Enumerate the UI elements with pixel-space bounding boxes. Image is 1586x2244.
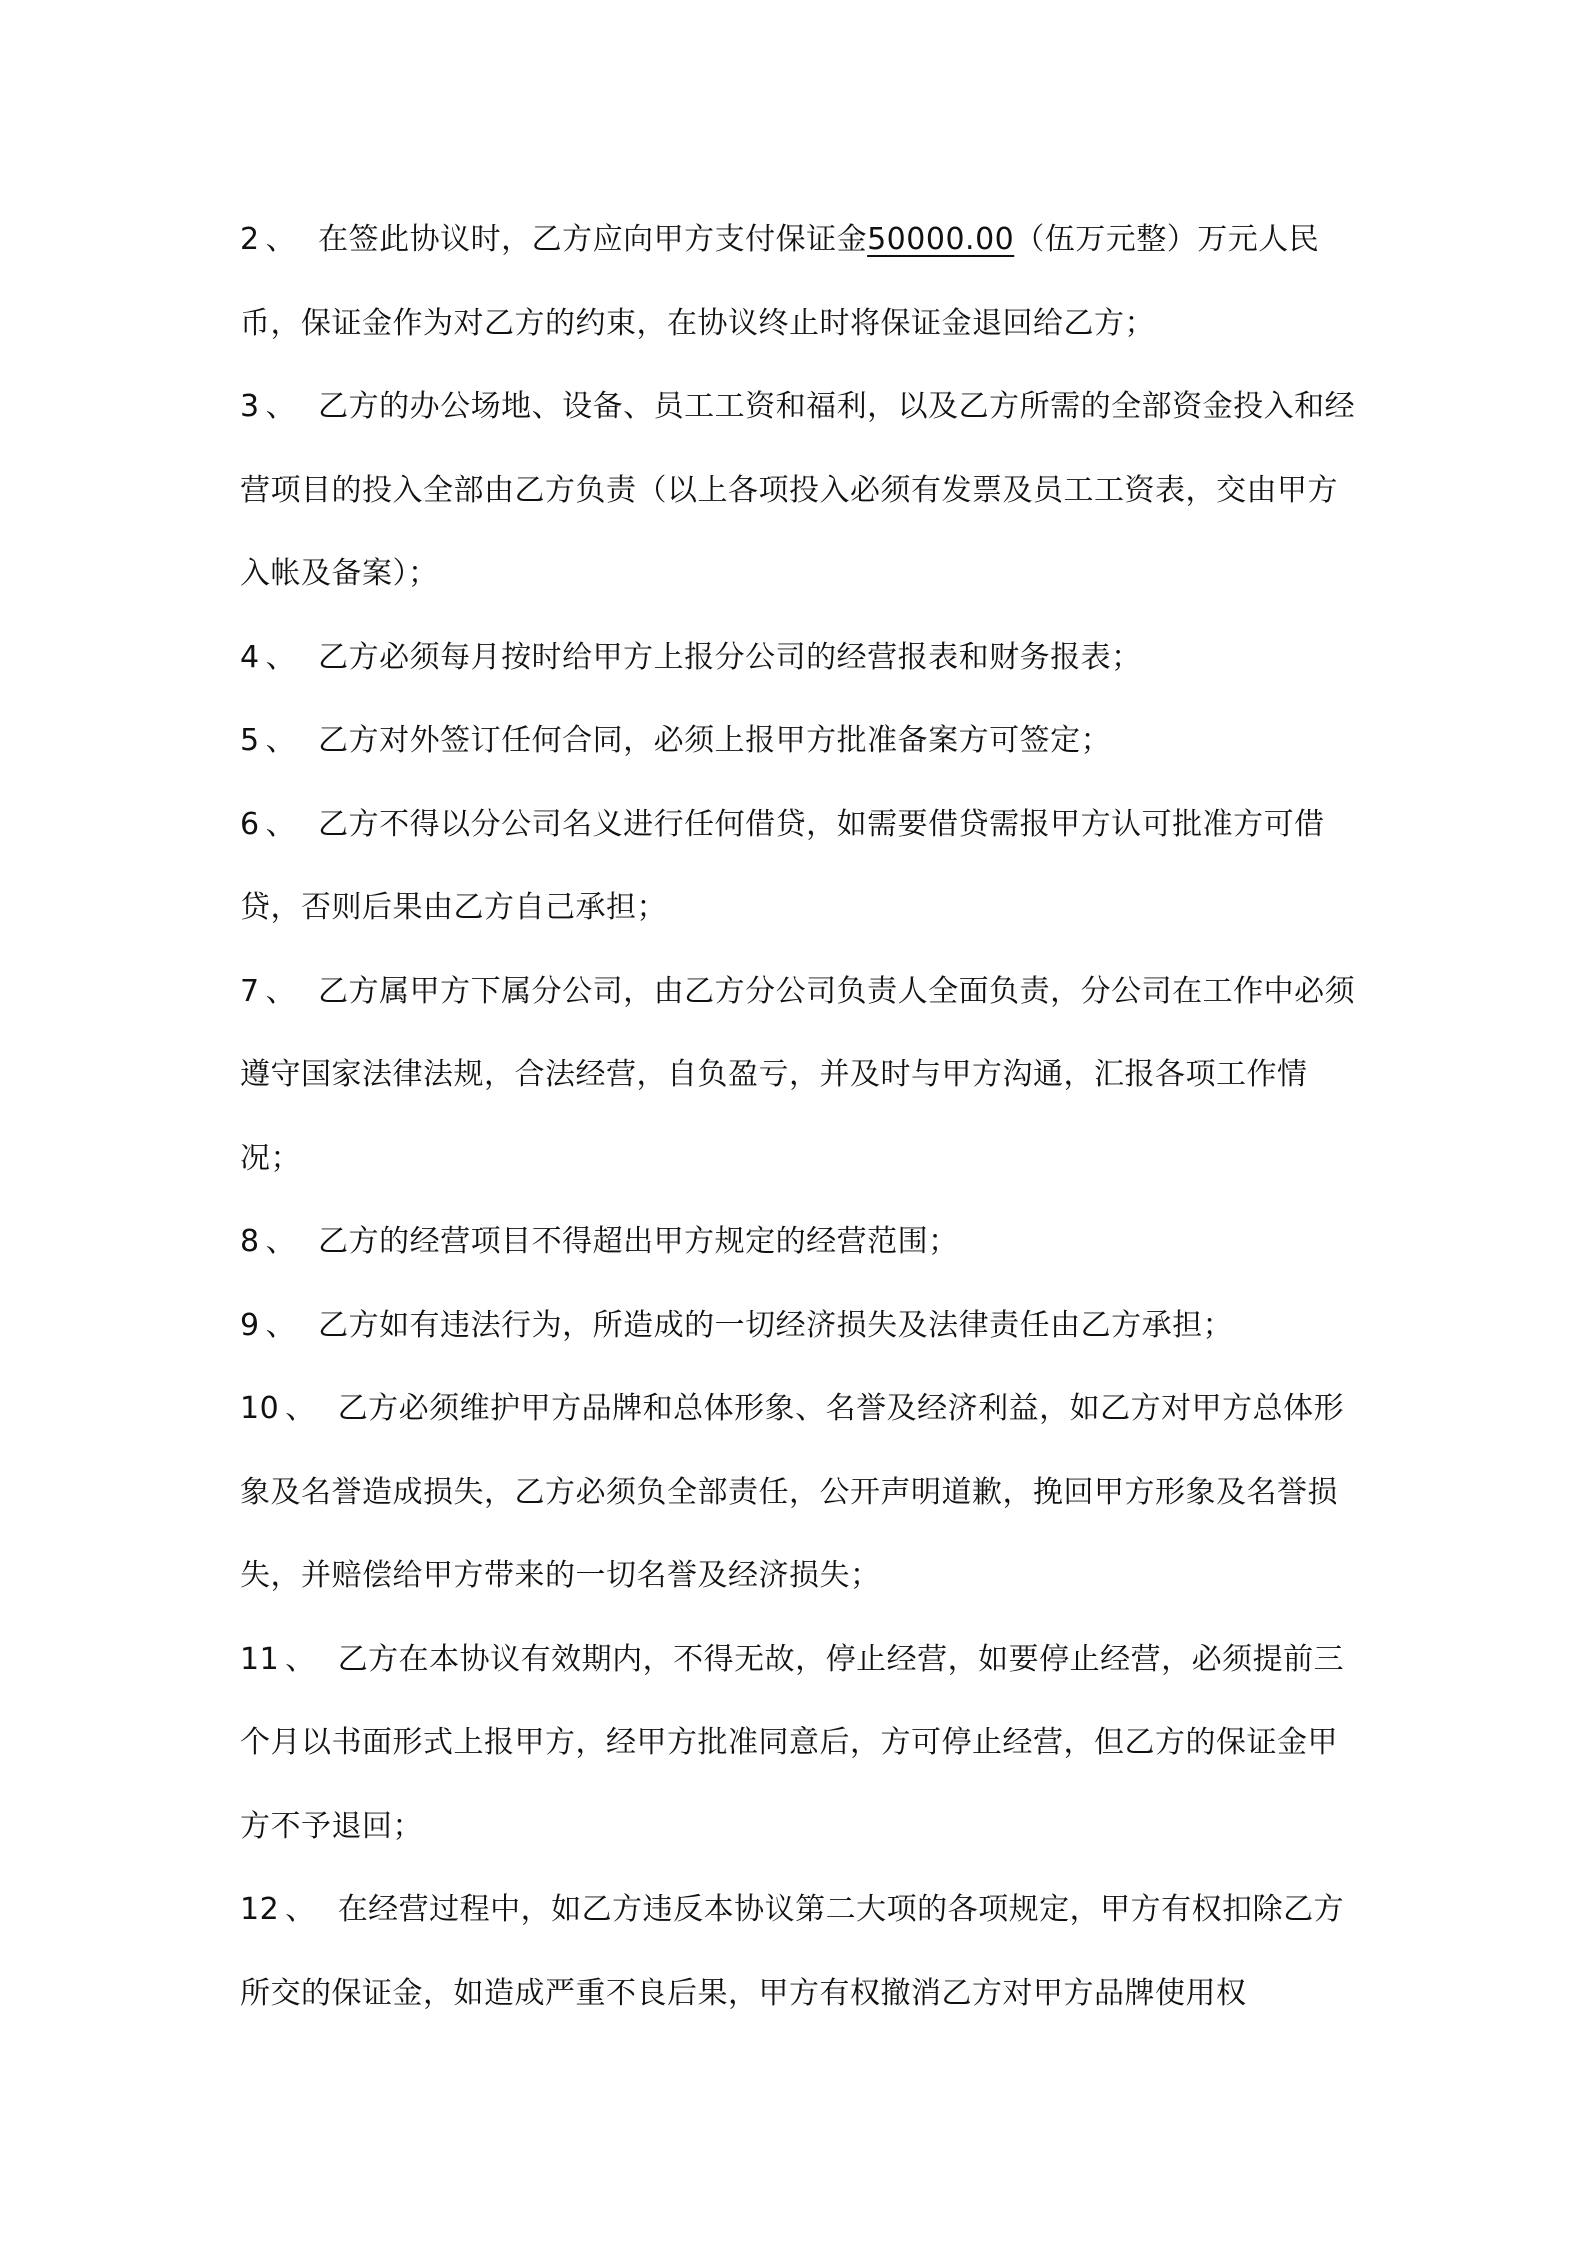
clause-text: 乙方的经营项目不得超出甲方规定的经营范围； xyxy=(318,1224,959,1259)
clause-text: 在经营过程中，如乙方违反本协议第二大项的各项规定，甲方有权扣除乙方所交的保证金，如造成严重不良后果，甲方有权撤消乙方对甲方品牌使用权 xyxy=(240,1892,1345,2011)
clause-separator: 、 xyxy=(265,973,297,1009)
clause-number: 7 xyxy=(240,973,260,1009)
clause-text: （伍万元整）万元人民币，保证金作为对乙方的约束，在协议终止时将保证金退回给乙方； xyxy=(240,222,1320,341)
clause-12 xyxy=(240,1868,1360,2035)
clause-number: 5 xyxy=(240,723,260,758)
clause-text: 乙方的办公场地、设备、员工工资和福利，以及乙方所需的全部资金投入和经营项目的投入全部由乙方负责（以上各项投入必须有发票及员工工资表，交由甲方入帐及备案）； xyxy=(240,389,1356,591)
clause-separator: 、 xyxy=(265,389,297,424)
clause-number: 12 xyxy=(240,1892,280,1927)
clause-text: 在签此协议时，乙方应向甲方支付保证金 xyxy=(318,222,868,257)
clause-number: 6 xyxy=(240,806,260,842)
clause-separator: 、 xyxy=(285,1892,316,1927)
clause-separator: 、 xyxy=(265,639,297,675)
clause-text: 乙方如有违法行为，所造成的一切经济损失及法律责任由乙方承担； xyxy=(318,1307,1234,1343)
clause-3 xyxy=(240,365,1360,616)
clause-10 xyxy=(240,1367,1360,1618)
clause-separator: 、 xyxy=(265,1307,297,1343)
clause-separator: 、 xyxy=(265,222,297,257)
clause-11 xyxy=(240,1618,1360,1869)
clause-text: 乙方对外签订任何合同，必须上报甲方批准备案方可签定； xyxy=(318,723,1112,758)
clause-separator: 、 xyxy=(285,1641,316,1677)
deposit-amount: 50000.00 xyxy=(867,222,1015,257)
clause-2 xyxy=(240,198,1360,365)
clause-separator: 、 xyxy=(265,723,297,758)
clause-number: 9 xyxy=(240,1307,260,1343)
clause-7 xyxy=(240,950,1360,1201)
clause-8 xyxy=(240,1200,1360,1284)
clause-number: 11 xyxy=(240,1641,280,1677)
clause-number: 10 xyxy=(240,1391,280,1426)
clause-6 xyxy=(240,783,1360,950)
clause-number: 2 xyxy=(240,222,260,257)
clause-9 xyxy=(240,1284,1360,1368)
clause-text: 乙方在本协议有效期内，不得无故，停止经营，如要停止经营，必须提前三个月以书面形式上报甲方，经甲方批准同意后，方可停止经营，但乙方的保证金甲方不予退回； xyxy=(240,1641,1345,1844)
clause-separator: 、 xyxy=(285,1391,316,1426)
clause-5 xyxy=(240,699,1360,783)
clause-4 xyxy=(240,616,1360,700)
clause-text: 乙方必须维护甲方品牌和总体形象、名誉及经济利益，如乙方对甲方总体形象及名誉造成损失，乙方必须负全部责任，公开声明道歉，挽回甲方形象及名誉损失，并赔偿给甲方带来的一切名誉及经济损失； xyxy=(240,1391,1345,1593)
clause-number: 8 xyxy=(240,1224,260,1259)
clause-text: 乙方不得以分公司名义进行任何借贷，如需要借贷需报甲方认可批准方可借贷，否则后果由乙方自己承担； xyxy=(240,806,1325,925)
clause-separator: 、 xyxy=(265,1224,297,1259)
document-body xyxy=(240,198,1360,2035)
clause-text: 乙方必须每月按时给甲方上报分公司的经营报表和财务报表； xyxy=(318,639,1142,675)
clause-number: 3 xyxy=(240,389,260,424)
clause-text: 乙方属甲方下属分公司，由乙方分公司负责人全面负责，分公司在工作中必须遵守国家法律法规，合法经营，自负盈亏，并及时与甲方沟通，汇报各项工作情况； xyxy=(240,973,1356,1176)
clause-number: 4 xyxy=(240,639,260,675)
clause-separator: 、 xyxy=(265,806,297,842)
